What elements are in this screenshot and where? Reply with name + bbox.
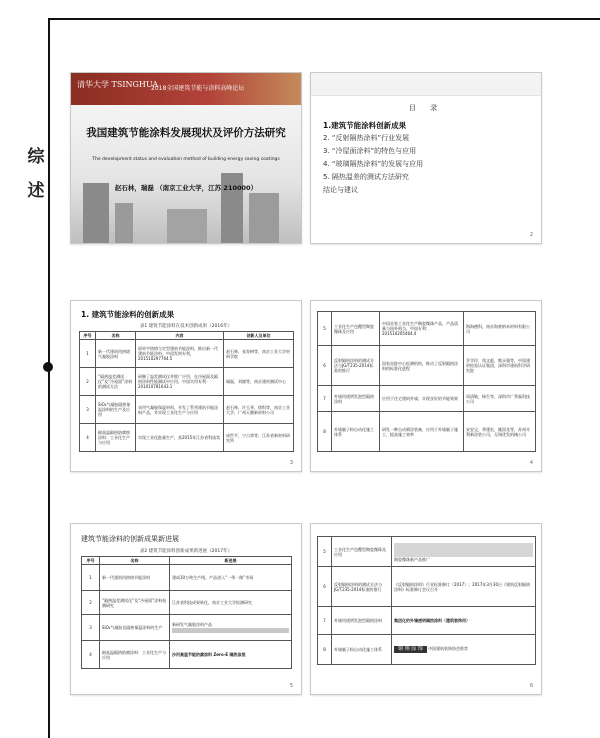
table-row bbox=[318, 312, 536, 346]
table-cell: 周清敏，杨生等，深圳市广季磊科技公司 bbox=[464, 386, 536, 412]
table-cell: 成世平，宁占荣等，江苏省新材料研究所 bbox=[224, 424, 294, 452]
company-banner: 钢 翔 涂 饰 bbox=[394, 646, 427, 653]
contents-item: 1.建筑节能涂料创新成果 bbox=[323, 121, 407, 130]
slide-top-bar bbox=[311, 73, 541, 96]
table-row bbox=[82, 641, 292, 669]
table-cell: 6 bbox=[318, 346, 332, 386]
page-number: 5 bbox=[289, 683, 293, 689]
table-cell: 赵石林，张寿树等，南京工业大学材料学院 bbox=[224, 340, 294, 368]
header-cell: 序号 bbox=[80, 332, 96, 340]
table-caption: 表1 建筑节能涂料在技术创新成果（2016年） bbox=[139, 324, 233, 329]
table-cell: 7 bbox=[318, 386, 332, 412]
table-row bbox=[82, 591, 292, 615]
table-cell: 2 bbox=[80, 368, 96, 396]
table-cell: 2 bbox=[82, 591, 100, 615]
contents-item: 结论与建议 bbox=[323, 186, 358, 194]
table-cell: SiO₂气凝胶及隔热保温涂料的生产 bbox=[100, 615, 170, 641]
table-cell: 集团化的外墙透明隔热涂料（建筑装饰用） bbox=[392, 607, 536, 635]
table-cell: 新一代建筑用热熔气凝胶涂料 bbox=[96, 340, 136, 368]
table-cell: 外墙腻子粉自动化施工体系 bbox=[332, 412, 380, 452]
table-cell: 耐高温隔热防腐蚀涂料：工业化生产与应用 bbox=[96, 424, 136, 452]
table-cell: 反射隔热涂料的测试方法与JG/T235-2014标准的推行 bbox=[332, 346, 380, 386]
header-cell: 名称 bbox=[96, 332, 136, 340]
page-number: 6 bbox=[529, 683, 533, 689]
table-cell: 5 bbox=[318, 537, 332, 567]
contents-item: 2. “反射隔热涂料”行业发展 bbox=[323, 134, 410, 142]
slide-title bbox=[70, 72, 302, 244]
table-cell: 1 bbox=[82, 565, 100, 591]
header-cell: 序号 bbox=[82, 557, 100, 565]
table-cell: SiO₂气凝胶隔热保温涂料的生产及应用 bbox=[96, 396, 136, 424]
table-cell: 《反射隔热涂料》行业标准修订（2017）；2017年3月30日《建筑反射隔热涂料》标准修订会议召开 bbox=[392, 567, 536, 607]
header-cell: 内容 bbox=[136, 332, 224, 340]
slide-contents bbox=[310, 72, 542, 244]
innovation-table-continued bbox=[317, 311, 536, 452]
contents-item: 5. 隔热温差的测试方法研究 bbox=[323, 173, 409, 181]
table-row bbox=[318, 386, 536, 412]
table-cell: 7 bbox=[318, 607, 332, 635]
table-cell: 江苏省科技成果转化，南京工业大学检测研究 bbox=[170, 591, 292, 615]
table-cell: 赵石林，许玉华，徐科等，南京工业大学，广州天腾新材料公司 bbox=[224, 396, 294, 424]
table-cell: 国家首批中心检测机构，推动了反射隔热涂料的标准化进程 bbox=[380, 346, 464, 386]
slide-table-2 bbox=[70, 523, 302, 695]
table-cell: 5 bbox=[318, 312, 332, 346]
table-cell: 外墙用透明发泡型隔热涂料 bbox=[332, 386, 380, 412]
side-label: 综述 bbox=[27, 147, 45, 201]
contents-item: 4. “玻璃隔热涂料”的发展与应用 bbox=[323, 160, 424, 168]
table-cell: 宋安宝，季建宏，姚国龙等，苏州开利新涂装公司，无锡优发机械公司 bbox=[464, 412, 536, 452]
page-number: 2 bbox=[529, 232, 533, 238]
page-number: 4 bbox=[529, 460, 533, 466]
building-image bbox=[71, 105, 301, 243]
table-row bbox=[318, 567, 536, 607]
table-cell-text: 中国建筑装饰协会推荐 bbox=[428, 646, 469, 651]
table-cell-text: 新研发气凝胶涂料产品 bbox=[172, 622, 212, 627]
table-cell: 乔学玲，钱文彪，熊永强等，中国建材检验认证集团，深圳市建筑科学研究院 bbox=[464, 346, 536, 386]
timeline-dot bbox=[43, 362, 53, 372]
table-row bbox=[318, 635, 536, 665]
progress-table-continued bbox=[317, 536, 536, 665]
table-row bbox=[82, 615, 292, 641]
left-rule bbox=[48, 18, 50, 738]
table-cell: 建成10万吨生产线，产品进入“一带一路”市场 bbox=[170, 565, 292, 591]
table-cell: 实现工业化批量生产，获2015年江苏省科技奖 bbox=[136, 424, 224, 452]
table-cell: 外墙用透明发泡型隔热涂料 bbox=[332, 607, 392, 635]
slide-heading: 建筑节能涂料的创新成果新进展 bbox=[81, 535, 179, 543]
table-cell: 工业化生产包覆型陶瓷微珠及应用 bbox=[332, 537, 392, 567]
table-cell-text: 陶瓷微珠新产品推广 bbox=[394, 556, 430, 562]
table-row bbox=[80, 340, 294, 368]
table-row bbox=[318, 537, 536, 567]
table-cell: 新一代建筑用热熔节能涂料 bbox=[100, 565, 170, 591]
page-number: 3 bbox=[289, 460, 293, 466]
table-row bbox=[80, 368, 294, 396]
header-cell: 创新人及单位 bbox=[224, 332, 294, 340]
table-cell: 中国首家工业化生产陶瓷微珠产品，产品质量与国外相当，中国专利：201510205464.4 bbox=[380, 312, 464, 346]
table-header-row bbox=[82, 557, 292, 565]
slide-table-2-continued bbox=[310, 523, 542, 695]
table-cell: 8 bbox=[318, 635, 332, 665]
slide-table-1-continued bbox=[310, 300, 542, 472]
table-cell bbox=[392, 635, 536, 665]
table-cell: “隔热温差测试仪”及“冷屋面”涂料的测试方法 bbox=[96, 368, 136, 396]
forum-name: 2018全国建筑节能与涂料高峰论坛 bbox=[151, 85, 245, 92]
table-cell: 外墙腻子粉自动化施工体系 bbox=[332, 635, 392, 665]
slide-main-title: 我国建筑节能涂料发展现状及评价方法研究 bbox=[86, 127, 286, 139]
table-row bbox=[82, 565, 292, 591]
slide-heading: 1. 建筑节能涂料的创新成果 bbox=[81, 310, 175, 319]
header-cell: 名称 bbox=[100, 557, 170, 565]
table-row bbox=[80, 396, 294, 424]
table-cell: 4 bbox=[80, 424, 96, 452]
table-row bbox=[80, 424, 294, 452]
progress-table bbox=[81, 556, 292, 669]
table-row bbox=[318, 346, 536, 386]
table-cell: “隔热温差测试仪”及“冷屋面”涂料检测研究 bbox=[100, 591, 170, 615]
table-cell: 8 bbox=[318, 412, 332, 452]
table-caption: 表2 建筑节能涂料创新成果新进展（2017年） bbox=[139, 549, 233, 554]
contents-item: 3. “冷屋面涂料”的特色与应用 bbox=[323, 147, 417, 155]
table-cell: 反射隔热涂料的测试方法与JG/T235-2014标准的推行 bbox=[332, 567, 392, 607]
top-rule bbox=[48, 18, 600, 20]
table-header-row bbox=[80, 332, 294, 340]
document-image bbox=[394, 543, 533, 557]
table-cell: 1 bbox=[80, 340, 96, 368]
product-image bbox=[172, 628, 289, 633]
table-cell: 耐高温隔热防腐涂料：工业化生产与应用 bbox=[100, 641, 170, 669]
table-cell: 瑞磊，刘晓等，南京建材测试中心 bbox=[224, 368, 294, 396]
table-cell: 应用于住宅建筑外墙，实现良好的节能效果 bbox=[380, 386, 464, 412]
table-cell: 研制了温差测试仪并推广应用，在冷屋面及隔热涂料性能测试中应用。中国实用专利：201010781643.1 bbox=[136, 368, 224, 396]
contents-list bbox=[323, 119, 533, 197]
table-cell: 研发一种自动喷涂装备，应用于外墙腻子施工，提高施工效率 bbox=[380, 412, 464, 452]
table-cell: 沙河高温节能防腐涂料 Zero-E 隔热涂层 bbox=[170, 641, 292, 669]
table-cell: 原单字热熔与定型建筑节能涂料，推出新一代建筑节能涂料。中国发明专利，201510297764.5 bbox=[136, 340, 224, 368]
university-logo: 清华大学 TSINGHUA bbox=[77, 80, 159, 89]
table-cell: 4 bbox=[82, 641, 100, 669]
table-cell: 6 bbox=[318, 567, 332, 607]
table-cell bbox=[170, 615, 292, 641]
table-row bbox=[318, 607, 536, 635]
table-cell: 3 bbox=[82, 615, 100, 641]
slide-english-title: The development status and evaluation method of building energy saving coatings bbox=[92, 157, 280, 162]
table-cell: 海海德科，南京海豪纳米材料有限公司 bbox=[464, 312, 536, 346]
innovation-table bbox=[79, 331, 294, 452]
header-cell: 新进展 bbox=[170, 557, 292, 565]
table-cell: 3 bbox=[80, 396, 96, 424]
table-row bbox=[318, 412, 536, 452]
table-cell bbox=[392, 537, 536, 567]
author-line: 赵石林，瑞磊 （南京工业大学，江苏 210000） bbox=[114, 184, 258, 192]
contents-title: 目 录 bbox=[408, 104, 444, 112]
table-cell: 采用气凝胶保温材料，开发了系列建筑节能涂料产品，并实现工业化生产与应用 bbox=[136, 396, 224, 424]
slide-table-1 bbox=[70, 300, 302, 472]
table-cell: 工业化生产包覆型陶瓷微珠及应用 bbox=[332, 312, 380, 346]
